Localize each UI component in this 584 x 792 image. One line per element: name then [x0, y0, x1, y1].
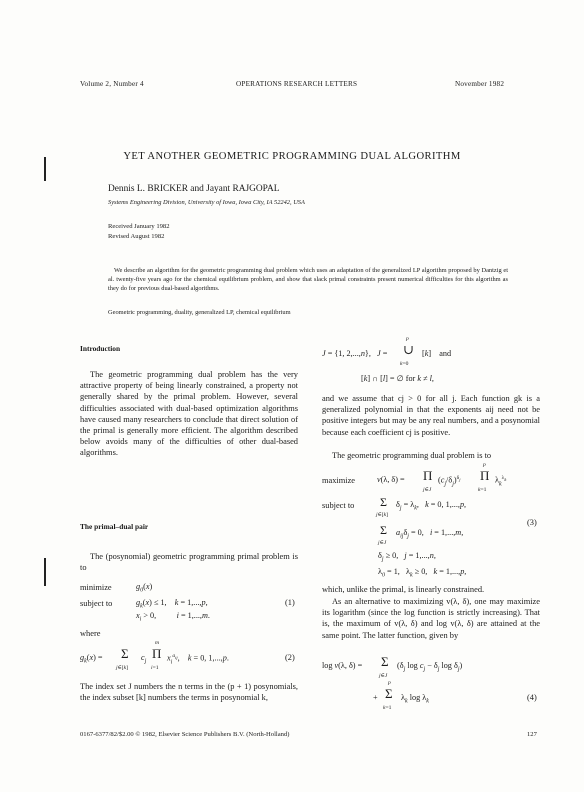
lambda-power-term: $\lambda_k^{\lambda_k}$: [495, 475, 507, 488]
maximize-label: maximize: [322, 476, 356, 485]
index-set-paragraph: The index set J numbers the n terms in the (p + 1) posynomials, the index subset [k] numbers the terms in posynomial k,: [80, 682, 298, 703]
log-entropy-term: ($\delta_j$ $\log c_j - \delta_j$ $\log \delta_j$): [397, 661, 463, 673]
log-sum-upper-2: p: [388, 680, 391, 686]
primal-constraint-1: $g_k(x) \le 1$, k = 1,...,p,: [136, 598, 208, 610]
log-sum-index-1: j∈J: [379, 673, 388, 679]
index-set-J: J = {1, 2,...,n}, J =: [322, 349, 388, 358]
log-sum-symbol-2: Σ: [385, 686, 393, 701]
keywords: Geometric programming, duality, generalized LP, chemical equilibrium: [108, 309, 291, 316]
log-sum-index-2: k=1: [383, 705, 392, 711]
intro-paragraph: The geometric programming dual problem has the very attractive property of being linearly constrained, a property not generally shared by the primal problem. However, several difficulties associated with dual-based optimization algorithms have caused many researchers to conclude that direct solution of the primal is generally more efficient. The algorithm described below avoids many of the difficulties of other dual-based algorithms.: [80, 370, 298, 458]
article-title: YET ANOTHER GEOMETRIC PROGRAMMING DUAL ALGORITHM: [123, 151, 461, 162]
primal-constraint-2: $x_i > 0$, i = 1,...,m.: [136, 611, 210, 623]
dual-constraint-orthogonality: $a_{ij}\delta_j = 0$, i = 1,...,m,: [396, 528, 464, 540]
log-sum-symbol-1: Σ: [381, 654, 389, 669]
section-heading-introduction: Introduction: [80, 344, 121, 353]
primal-subject-to-label: subject to: [80, 599, 113, 608]
log-dual-objective: log v(λ, δ) =: [322, 661, 363, 670]
dual-product-index-1: j∈J: [423, 487, 432, 493]
logarithm-paragraph: As an alternative to maximizing v(λ, δ), one may maximize its logarithm (since the log function is strictly increasing). That is, the maximum of v(λ, δ) and log v(λ, δ) are attained at the same point. The latter function, given by: [322, 597, 540, 640]
variable-power-term: $x_i^{a_{ij}}$, k = 0, 1,...,p.: [167, 653, 229, 666]
primal-objective: $g_0(x)$: [136, 582, 153, 594]
normality-sum-index: j∈[k]: [376, 512, 388, 518]
sum-symbol-posynomial: Σ: [121, 646, 129, 661]
log-plus-sign: +: [373, 693, 378, 702]
equation-number-3: (3): [527, 518, 537, 527]
normality-sum-symbol: Σ: [380, 495, 387, 509]
dual-product-symbol-2: Π: [480, 468, 490, 483]
dual-constraint-nonnegativity: $\delta_j \ge 0$, j = 1,...,n,: [378, 551, 436, 563]
section-heading-primal-dual: The primal–dual pair: [80, 522, 149, 531]
union-upper-limit: p: [406, 336, 409, 342]
revised-date: Revised August 1982: [108, 233, 165, 240]
margin-mark-bottom: [44, 558, 46, 586]
coefficient-term: $c_j$: [141, 653, 147, 665]
linear-constraint-paragraph: which, unlike the primal, is linearly constrained.: [322, 585, 485, 594]
dates-block: [108, 222, 170, 242]
log-lambda-term: $\lambda_k$ $\log \lambda_k$: [401, 693, 429, 705]
article-authors: Dennis L. BRICKER and Jayant RAJGOPAL: [108, 184, 280, 194]
dual-constraint-normality: $\delta_j = \lambda_k$, k = 0, 1,...,p,: [396, 500, 467, 512]
dual-subject-to-label: subject to: [322, 501, 355, 510]
primal-intro-paragraph: The (posynomial) geometric programming primal problem is to: [80, 552, 298, 573]
union-lower-limit: k=0: [400, 361, 409, 367]
equation-number-1: (1): [285, 598, 295, 607]
minimize-label: minimize: [80, 583, 112, 592]
dual-intro-paragraph: The geometric programming dual problem is to: [332, 451, 492, 460]
product-upper-limit: m: [155, 640, 160, 646]
dual-ratio-term: $(c_j/\delta_j)^{\delta_j}$: [438, 475, 461, 488]
equation-number-4: (4): [527, 693, 537, 702]
dual-constraint-lambda: $\lambda_0 = 1$, $\lambda_k \ge 0$, k = 1,...,p,: [378, 567, 467, 579]
orthogonality-sum-index: j∈J: [378, 540, 387, 546]
disjoint-condition: [k] ∩ [l] = ∅ for k ≠ l,: [361, 374, 434, 383]
header-date: November 1982: [455, 80, 505, 88]
received-date: Received January 1982: [108, 223, 170, 230]
product-symbol-posynomial: Π: [152, 646, 162, 661]
dual-product-index-2: k=1: [478, 487, 487, 493]
dual-product-upper-2: p: [483, 462, 486, 468]
orthogonality-sum-symbol: Σ: [380, 523, 387, 537]
union-set-term: [k] and: [422, 349, 452, 358]
abstract: We describe an algorithm for the geometric programming dual problem which uses an adaptation of the generalized LP algorithm proposed by Dantzig et al. twenty-five years ago for the chemical equilibrium problem, and show that slack primal constraints present numerical difficulties for this algorithm as they do for previous dual-based algorithms.: [108, 267, 508, 293]
posynomial-definition: $g_k(x)$ =: [80, 653, 103, 665]
product-lower-limit: i=1: [151, 665, 159, 671]
article-affiliation: Systems Engineering Division, University of Iowa, Iowa City, IA 52242, USA: [108, 199, 305, 206]
union-symbol: ∪: [403, 342, 414, 357]
assumption-paragraph: and we assume that cj > 0 for all j. Each function gk is a generalized polynomial in that the exponents aij need not be positive integers but may be any real numbers, and a posynomial because each coefficient cj is positive.: [322, 394, 540, 437]
footer-copyright: 0167-6377/82/$2.00 © 1982, Elsevier Science Publishers B.V. (North-Holland): [80, 731, 290, 738]
equation-number-2: (2): [285, 653, 295, 662]
header-volume: Volume 2, Number 4: [80, 80, 144, 88]
dual-product-symbol-1: Π: [423, 468, 433, 483]
header-journal: OPERATIONS RESEARCH LETTERS: [236, 80, 358, 88]
where-label: where: [80, 629, 101, 638]
page-number: 127: [527, 731, 537, 738]
sum-index-posynomial: j∈[k]: [116, 665, 128, 671]
dual-objective: v(λ, δ) =: [377, 475, 405, 484]
